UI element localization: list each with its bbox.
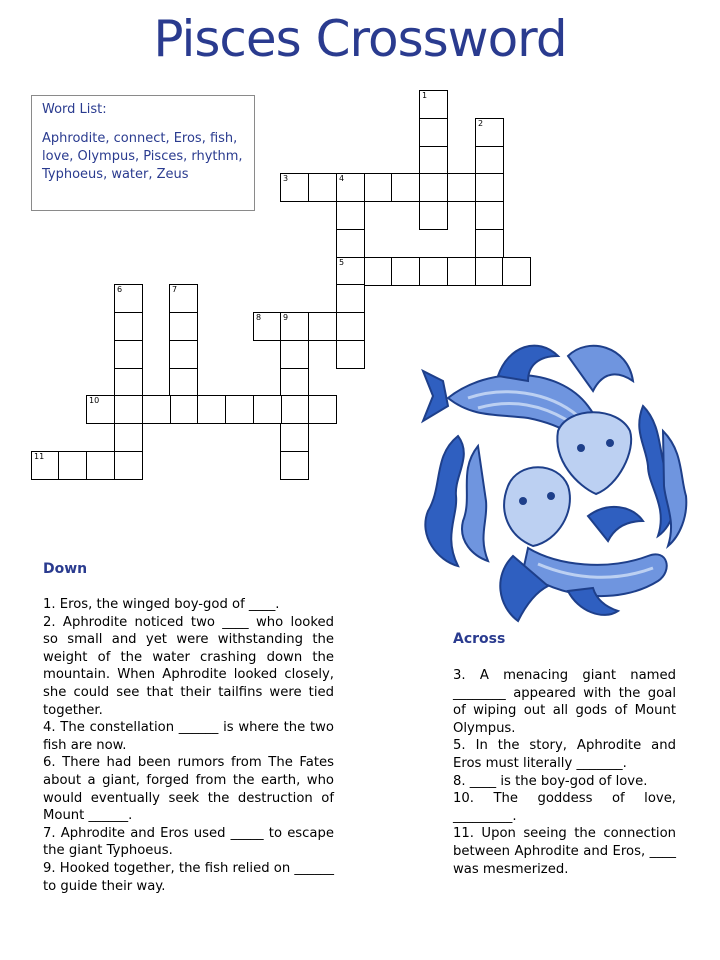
grid-cell[interactable]: [364, 173, 393, 202]
down-clue: 4. The constellation ______ is where the two fish are now.: [43, 720, 334, 753]
across-heading: Across: [453, 631, 506, 647]
clue-number: 10: [89, 396, 100, 405]
clue-number: 11: [34, 452, 45, 461]
grid-cell[interactable]: [280, 173, 309, 202]
upper-fish-tail: [568, 346, 633, 391]
across-clues: [453, 667, 676, 878]
grid-cell[interactable]: [419, 146, 448, 175]
word-list-heading: Word List:: [42, 102, 107, 117]
clue-number: 4: [339, 174, 345, 183]
grid-cell[interactable]: [336, 340, 365, 369]
across-clue: 10. The goddess of love, _________.: [453, 791, 676, 824]
grid-cell[interactable]: [364, 257, 393, 286]
grid-cell[interactable]: [475, 257, 504, 286]
clue-number: 5: [339, 258, 345, 267]
upper-fish-eye: [577, 444, 585, 452]
pisces-fish-illustration: [418, 336, 688, 626]
down-clue: 2. Aphrodite noticed two ____ who looked so small and yet were withstanding the weight of the water crashing down the mountain. When Aphrodite looked closely, she could see that their tailfins were tied together.: [43, 614, 334, 718]
grid-cell[interactable]: [308, 312, 337, 341]
across-clue: 8. ____ is the boy-god of love.: [453, 773, 648, 789]
grid-cell[interactable]: [253, 312, 282, 341]
grid-cell[interactable]: [31, 451, 60, 480]
clue-number: 7: [172, 285, 178, 294]
grid-cell[interactable]: [169, 340, 198, 369]
upper-fish-eye: [606, 439, 614, 447]
clue-number: 9: [283, 313, 289, 322]
grid-cell[interactable]: [336, 201, 365, 230]
grid-cell[interactable]: [475, 173, 504, 202]
lower-fish-eye: [519, 497, 527, 505]
grid-cell[interactable]: [280, 340, 309, 369]
grid-cell[interactable]: [280, 423, 309, 452]
clue-number: 8: [256, 313, 262, 322]
down-clue: 7. Aphrodite and Eros used _____ to escape the giant Typhoeus.: [43, 825, 334, 859]
grid-cell[interactable]: [447, 257, 476, 286]
grid-cell[interactable]: [114, 423, 143, 452]
grid-cell[interactable]: [419, 173, 448, 202]
grid-cell[interactable]: [502, 257, 531, 286]
clue-number: 3: [283, 174, 289, 183]
grid-cell[interactable]: [475, 118, 504, 147]
page-title: Pisces Crossword: [153, 10, 567, 68]
grid-cell[interactable]: [169, 368, 198, 397]
down-clues: [43, 596, 334, 895]
grid-cell[interactable]: [336, 173, 365, 202]
lower-fish-eye: [547, 492, 555, 500]
grid-cell[interactable]: [169, 395, 198, 424]
grid-cell[interactable]: [447, 173, 476, 202]
grid-cell[interactable]: [308, 395, 337, 424]
left-wavy-fin: [425, 436, 463, 566]
grid-cell[interactable]: [225, 395, 254, 424]
grid-cell[interactable]: [169, 284, 198, 313]
grid-cell[interactable]: [419, 201, 448, 230]
across-clue: 3. A menacing giant named ________ appeared with the goal of wiping out all gods of Mount Olympus.: [453, 668, 676, 736]
grid-cell[interactable]: [336, 257, 365, 286]
upper-fish-head: [557, 412, 631, 494]
clue-number: 1: [422, 91, 428, 100]
grid-cell[interactable]: [308, 173, 337, 202]
grid-cell[interactable]: [142, 395, 171, 424]
grid-cell[interactable]: [253, 395, 282, 424]
grid-cell[interactable]: [197, 395, 226, 424]
grid-cell[interactable]: [114, 340, 143, 369]
grid-cell[interactable]: [336, 312, 365, 341]
grid-cell[interactable]: [336, 284, 365, 313]
clue-number: 6: [117, 285, 123, 294]
down-clue: 9. Hooked together, the fish relied on ______ to guide their way.: [43, 860, 334, 894]
grid-cell[interactable]: [114, 395, 143, 424]
grid-cell[interactable]: [419, 257, 448, 286]
grid-cell[interactable]: [280, 395, 309, 424]
down-heading: Down: [43, 561, 88, 577]
left-wavy-fin: [462, 446, 488, 561]
grid-cell[interactable]: [475, 146, 504, 175]
grid-cell[interactable]: [280, 451, 309, 480]
grid-cell[interactable]: [86, 395, 115, 424]
grid-cell[interactable]: [114, 451, 143, 480]
grid-cell[interactable]: [419, 90, 448, 119]
grid-cell[interactable]: [391, 173, 420, 202]
grid-cell[interactable]: [280, 368, 309, 397]
grid-cell[interactable]: [114, 368, 143, 397]
down-clue: 1. Eros, the winged boy-god of ____.: [43, 597, 280, 612]
across-clue: 5. In the story, Aphrodite and Eros must literally _______.: [453, 738, 676, 771]
grid-cell[interactable]: [475, 229, 504, 258]
grid-cell[interactable]: [336, 229, 365, 258]
grid-cell[interactable]: [475, 201, 504, 230]
grid-cell[interactable]: [280, 312, 309, 341]
grid-cell[interactable]: [86, 451, 115, 480]
grid-cell[interactable]: [391, 257, 420, 286]
word-list-words: Aphrodite, connect, Eros, fish, love, Olympus, Pisces, rhythm, Typhoeus, water, Zeus: [42, 131, 243, 182]
grid-cell[interactable]: [114, 284, 143, 313]
upper-fish-top-fin: [498, 346, 558, 381]
grid-cell[interactable]: [114, 312, 143, 341]
lower-fish-head: [504, 467, 570, 546]
grid-cell[interactable]: [419, 118, 448, 147]
upper-fish-fin: [423, 371, 448, 421]
down-clue: 6. There had been rumors from The Fates about a giant, forged from the earth, who would eventually seek the destruction of Mount ______.: [43, 755, 334, 824]
across-clue: 11. Upon seeing the connection between Aphrodite and Eros, ____ was mesmerized.: [453, 826, 676, 877]
grid-cell[interactable]: [169, 312, 198, 341]
clue-number: 2: [478, 119, 484, 128]
lower-fish-fin: [588, 507, 643, 541]
grid-cell[interactable]: [58, 451, 87, 480]
